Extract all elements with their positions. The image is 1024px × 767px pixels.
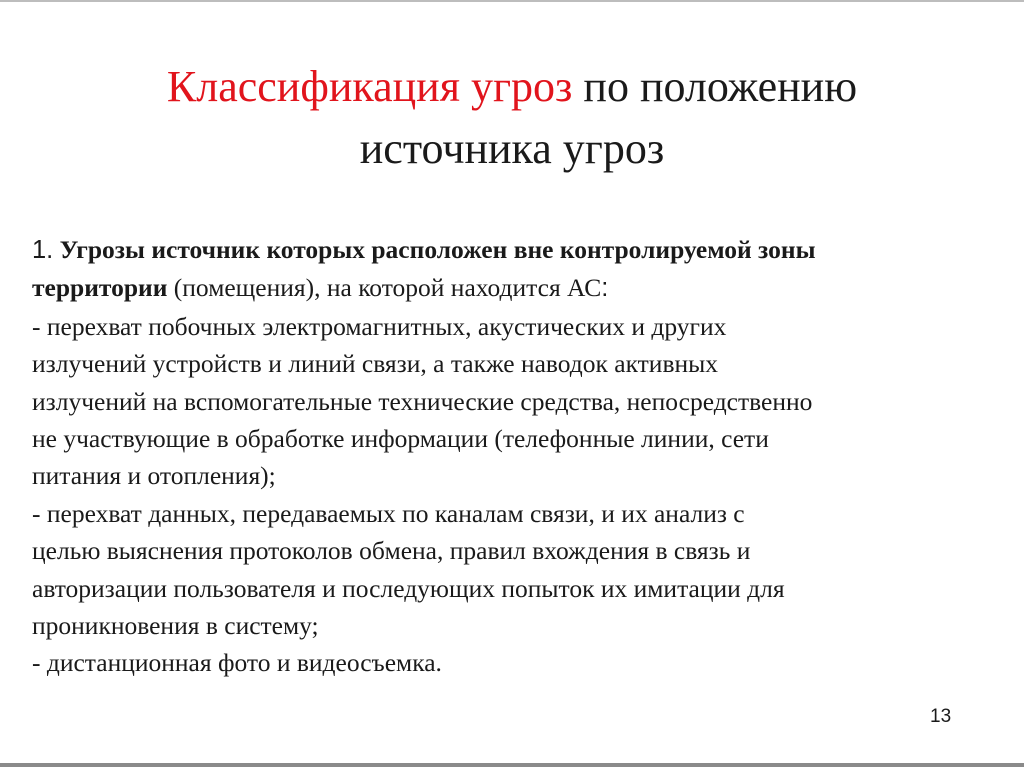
body-line: - дистанционная фото и видеосъемка. — [32, 648, 442, 678]
body-line: целью выяснения протоколов обмена, правил вхождения в связь и — [32, 536, 751, 566]
slide-title — [60, 56, 964, 180]
point-1-bold-b: территории — [32, 273, 168, 303]
body-line: - перехват побочных электромагнитных, акустических и других — [32, 311, 727, 341]
body-line: - перехват данных, передаваемых по каналам связи, и их анализ с — [32, 498, 745, 528]
body-line: питания и отопления); — [32, 461, 276, 491]
point-1-colon: : — [601, 274, 609, 303]
point-1-plain: (помещения), на которой находится АС — [173, 273, 602, 303]
point-1-heading — [32, 231, 1002, 269]
body-line: излучений устройств и линий связи, а также наводок активных — [32, 349, 719, 379]
slide-body — [32, 231, 1002, 682]
body-line: авторизации пользователя и последующих попыток их имитации для — [32, 573, 785, 603]
point-1-heading-cont — [32, 269, 1002, 307]
body-line: не участвующие в обработке информации (телефонные линии, сети — [32, 424, 769, 454]
top-edge-line — [0, 0, 1024, 2]
page-number: 13 — [930, 706, 952, 727]
point-1-bold-a: Угрозы источник которых расположен вне контролируемой зоны — [59, 235, 816, 264]
title-accent: Классификация угроз — [166, 62, 573, 111]
body-line: излучений на вспомогательные технические средства, непосредственно — [32, 386, 813, 416]
bottom-edge-line — [0, 763, 1024, 767]
title-rest: по положению — [583, 62, 858, 111]
title-line-2: источника угроз — [359, 124, 665, 173]
body-line: проникновения в систему; — [32, 611, 319, 641]
point-number: 1. — [32, 236, 54, 264]
